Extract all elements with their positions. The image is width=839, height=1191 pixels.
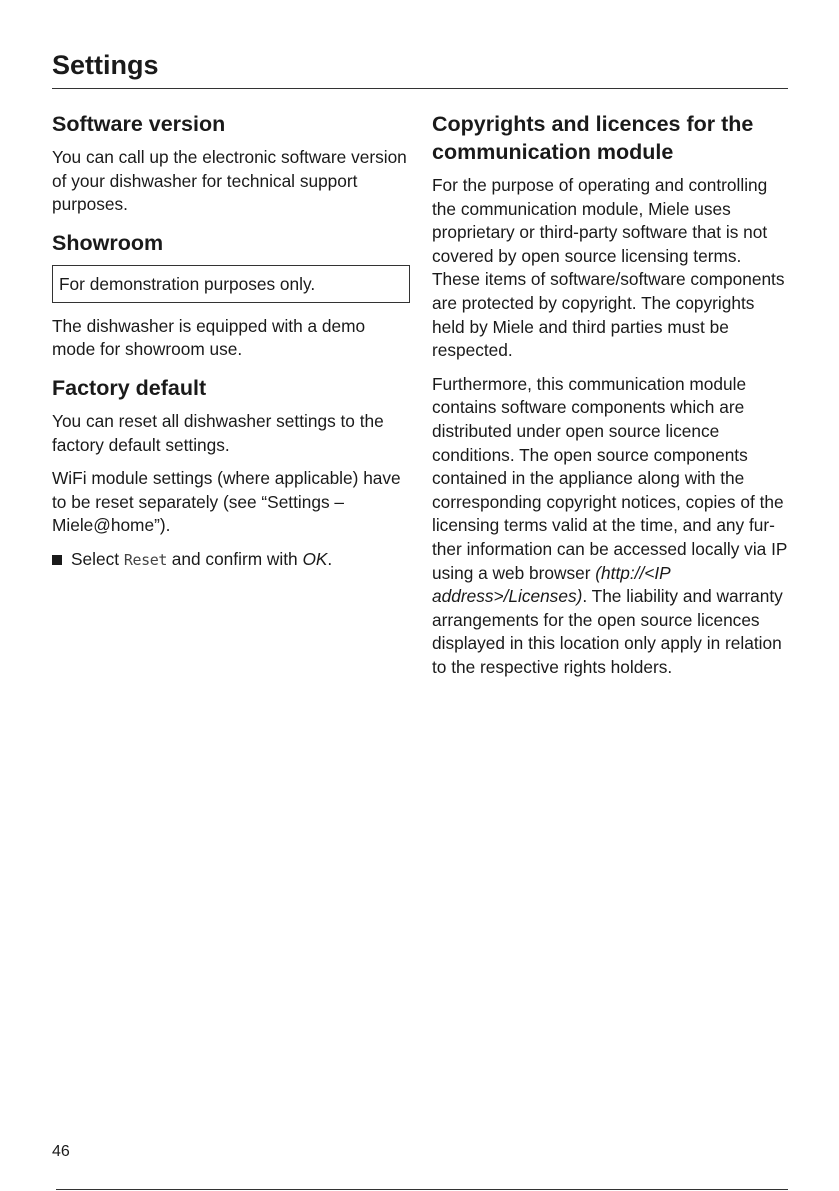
copyrights-paragraph-1: For the purpose of operating and controlling the communication module, Miele uses proprietary or third-party software that is not covered by open source licensing terms. These items of software/software components are protected by copyright. The copyrights held by Miele and third parties must be respected. bbox=[432, 175, 785, 361]
copyrights-paragraph-2-start: Furthermore, this communication module contains software components which are distributed under open source licence conditions. The open source components contained in the appliance along with the corresponding copyright notices, copies of the licensing terms valid at the time, and any further information can be accessed locally via IP using a web browser bbox=[432, 373, 788, 583]
step-prefix: Select bbox=[71, 548, 124, 569]
copyrights-section bbox=[432, 110, 790, 679]
page-header bbox=[52, 48, 788, 89]
factory-default-section bbox=[52, 374, 410, 573]
footer-divider bbox=[56, 1189, 788, 1190]
copyrights-paragraph-2-end: . The liability and warranty arrangements for the open source licences displayed in this location only apply in relation to the respective rights holders. bbox=[432, 586, 783, 677]
software-version-section bbox=[52, 110, 410, 217]
showroom-heading: Showroom bbox=[52, 230, 164, 255]
software-version-heading: Software version bbox=[52, 112, 226, 136]
reset-display-text: Reset bbox=[123, 550, 167, 569]
left-column bbox=[52, 110, 410, 585]
factory-default-text: You can reset all dishwasher settings to the factory default settings. bbox=[52, 410, 384, 455]
licenses-url: (http://<IP address>/Licenses) bbox=[432, 562, 671, 607]
factory-default-heading: Factory default bbox=[52, 375, 207, 400]
showroom-notice-box: For demonstration purposes only. bbox=[52, 265, 410, 303]
showroom-text: The dishwasher is equipped with a demo mode for showroom use. bbox=[52, 315, 366, 360]
reset-instruction-step bbox=[52, 548, 410, 573]
copyrights-paragraph-2 bbox=[432, 373, 790, 680]
step-middle: and confirm with bbox=[167, 548, 303, 569]
reset-instruction-text bbox=[71, 548, 332, 573]
ok-button-label: OK bbox=[302, 548, 328, 569]
wifi-reset-note: WiFi module settings (where applicable) have to be reset separately (see “Settings – Miele@home”). bbox=[52, 468, 401, 536]
copyrights-heading: Copyrights and licences for the communication module bbox=[432, 112, 754, 164]
software-version-text: You can call up the electronic software version of your dishwasher for technical support purposes. bbox=[52, 147, 407, 215]
showroom-section bbox=[52, 229, 410, 362]
page-title: Settings bbox=[52, 50, 159, 80]
bullet-square-icon bbox=[52, 555, 62, 565]
page-number: 46 bbox=[52, 1143, 70, 1160]
right-column bbox=[432, 110, 790, 689]
step-suffix: . bbox=[327, 548, 333, 569]
